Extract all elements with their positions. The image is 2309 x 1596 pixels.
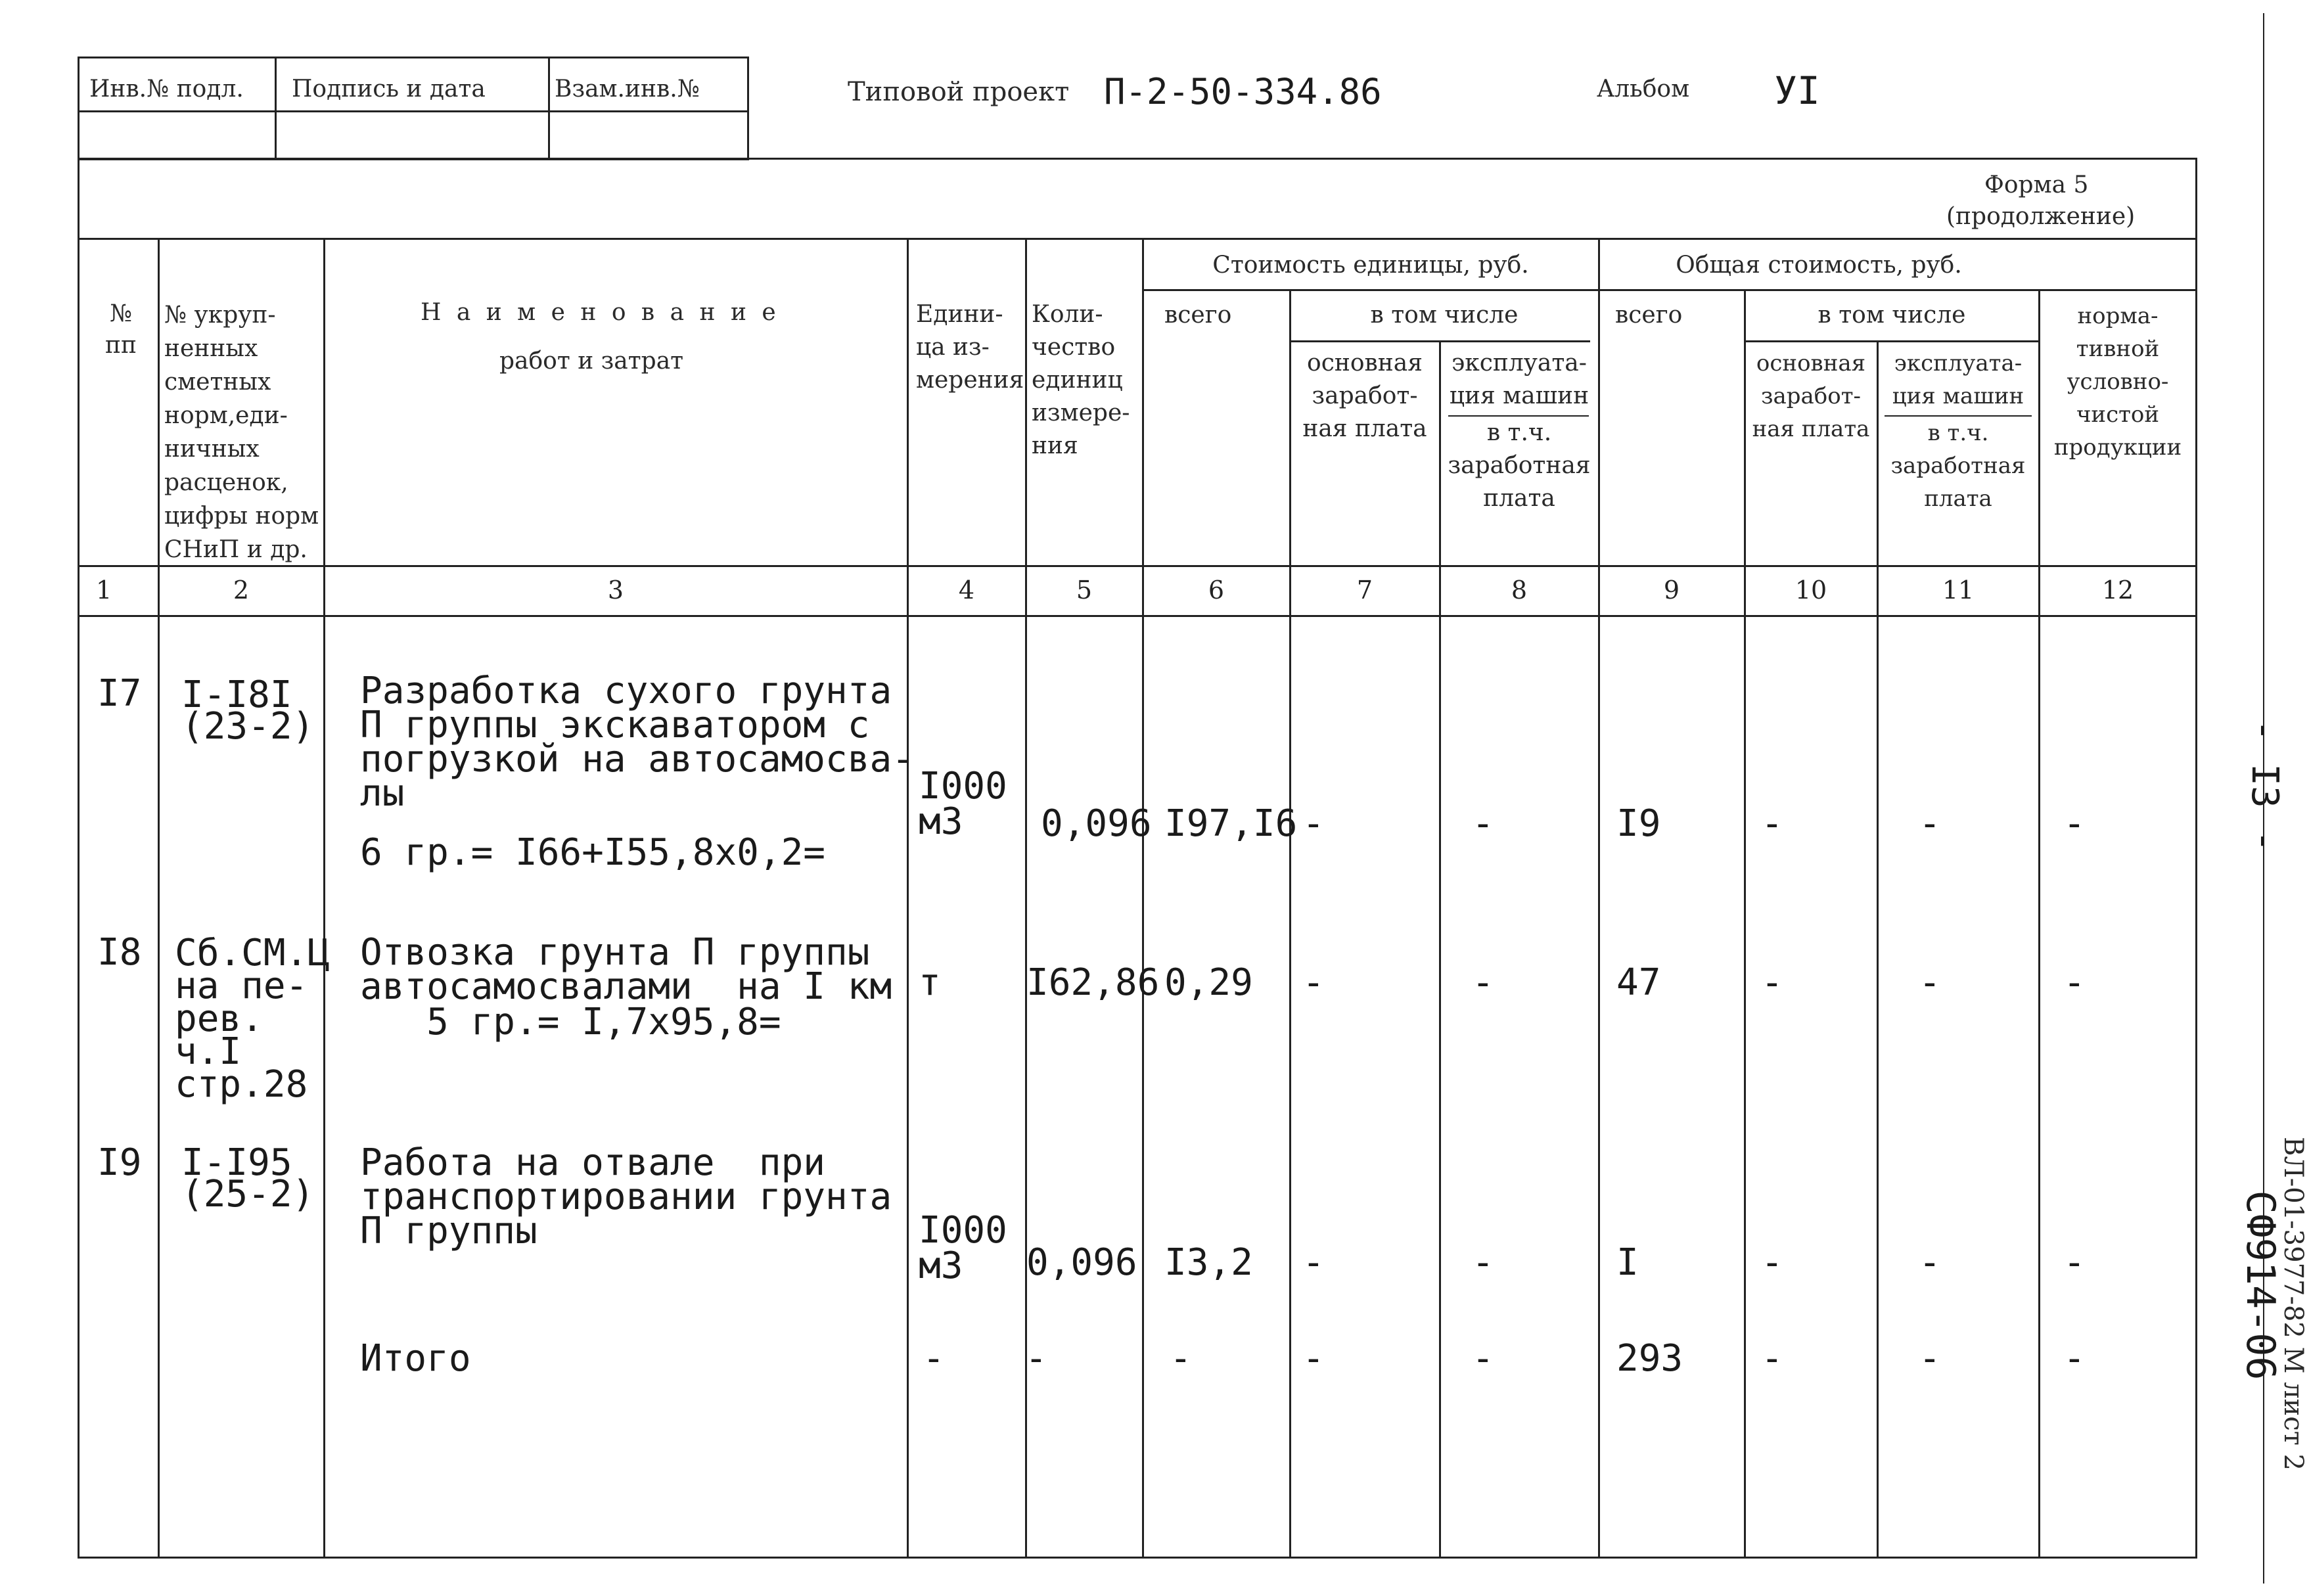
total-cost-total-header: всего [1615,302,1683,329]
total-cost-group: Общая стоимость, руб. [1676,252,1962,279]
colnum-12: 12 [2101,576,2134,604]
album-label: Альбом [1597,76,1690,103]
row-norm: I-I8I (23-2) [181,673,315,748]
row-unit-cost-wages: - [1302,802,1325,845]
colnum-10: 10 [1795,576,1827,604]
total-unit-machines: - [1472,1337,1494,1380]
row-formula: 6 гр.= I66+I55,8х0,2= [360,831,826,874]
colnum-2: 2 [233,576,250,604]
colnum-3: 3 [607,576,624,604]
project-label: Типовой проект [848,77,1070,107]
colnum-6: 6 [1208,576,1225,604]
row-unit-cost-machines: - [1472,961,1494,1004]
row-number: I8 [97,931,142,974]
colnum-8: 8 [1511,576,1528,604]
row-total-cost: I [1616,1241,1639,1284]
row-number: I7 [97,672,142,715]
row-work-name: Разработка сухого грунта П группы экскаватором с погрузкой на автосамосва- лы [360,670,914,815]
unit-cost-incl-header: в том числе [1370,302,1519,329]
row-unit-cost-machines: - [1472,1241,1494,1284]
col-header-name-sub: работ и затрат [499,348,684,375]
colnum-9: 9 [1663,576,1680,604]
row-total-cost: 47 [1616,961,1661,1004]
row-unit-cost-machines: - [1472,802,1494,845]
row-total-machines: - [1919,1241,1941,1284]
col-header-name-title: Н а и м е н о в а н и е [421,299,780,326]
row-unit-cost-wages: - [1302,961,1325,1004]
row-total-wages: - [1761,961,1783,1004]
total-unit-cost: - [1170,1337,1192,1380]
colnum-11: 11 [1942,576,1975,604]
row-unit: т [919,961,941,1004]
unit-cost-group: Стоимость единицы, руб. [1212,252,1529,279]
total-normative: - [2063,1337,2086,1380]
row-unit: I000 м3 [919,1209,1007,1287]
col-header-norm: № укруп- ненных сметных норм,еди- ничных расценок, цифры норм СНиП и др. [164,302,319,563]
row-unit-cost-total: I3,2 [1164,1241,1253,1284]
total-cost-value: 293 [1616,1337,1683,1380]
total-cost-machines-header: эксплуата- ция машин [1892,350,2024,409]
row-qty: 0,096 [1041,802,1152,845]
row-total-machines: - [1919,802,1941,845]
row-unit: I000 м3 [919,765,1007,843]
row-total-wages: - [1761,802,1783,845]
drawing-code: СФ914-06 [2237,1190,2283,1380]
normative-product-header: норма- тивной условно- чистой продукции [2053,303,2182,461]
total-unit-wages: - [1302,1337,1325,1380]
stamp-vzam: Взам.инв.№ [555,76,700,103]
row-qty: 0,096 [1026,1241,1137,1284]
total-cost-machine-wages-header: в т.ч. заработная плата [1890,420,2026,512]
row-number: I9 [97,1141,142,1184]
colnum-7: 7 [1356,576,1373,604]
unit-cost-machines-header: эксплуата- ция машин [1449,350,1589,409]
project-code: П-2-50-334.86 [1104,71,1382,112]
col-header-unit: Едини- ца из- мерения [916,301,1024,394]
row-unit-cost-total: 0,29 [1164,961,1253,1004]
row-work-name: Работа на отвале при транспортировании грунта П группы [360,1141,892,1252]
approval-stamp [78,57,749,160]
unit-cost-total-header: всего [1164,302,1232,329]
total-cost-incl-header: в том числе [1817,302,1966,329]
total-label: Итого [360,1337,471,1380]
album-number: УI [1774,68,1820,113]
forma-label: Форма 5 [1984,171,2089,198]
stamp-inv-podl: Инв.№ подл. [89,76,244,103]
row-unit-cost-total: I97,I6 [1164,802,1298,845]
unit-cost-wages-header: основная заработ- ная плата [1302,350,1427,442]
forma-continuation: (продолжение) [1946,203,2136,230]
row-total-machines: - [1919,961,1941,1004]
row-normative: - [2063,961,2086,1004]
row-unit-cost-wages: - [1302,1241,1325,1284]
row-norm: I-I95 (25-2) [181,1141,315,1216]
page-number: - I3 - [2243,719,2286,853]
total-wages: - [1761,1337,1783,1380]
colnum-1: 1 [96,576,112,604]
colnum-4: 4 [958,576,975,604]
row-total-wages: - [1761,1241,1783,1284]
unit-cost-machine-wages-header: в т.ч. заработная плата [1448,419,1591,512]
row-qty: I62,86 [1026,961,1160,1004]
sheet-reference: ВЛ-01-3977-82 М лист 2 [2278,1136,2308,1471]
total-qty: - [1025,1337,1047,1380]
total-unit: - [923,1337,945,1380]
row-total-cost: I9 [1616,802,1661,845]
colnum-5: 5 [1076,576,1093,604]
row-formula: 5 гр.= I,7х95,8= [360,1001,781,1043]
col-header-qty: Коли- чество единиц измере- ния [1032,301,1130,459]
row-work-name: Отвозка грунта П группы автосамосвалами на I км [360,931,892,1008]
total-cost-wages-header: основная заработ- ная плата [1752,350,1870,442]
stamp-podpis: Подпись и дата [292,76,486,103]
total-machines: - [1919,1337,1941,1380]
row-normative: - [2063,802,2086,845]
col-header-no: № пп [105,300,137,359]
row-normative: - [2063,1241,2086,1284]
row-norm: Сб.СМ.Ц на пе- рев. ч.I стр.28 [175,932,331,1106]
